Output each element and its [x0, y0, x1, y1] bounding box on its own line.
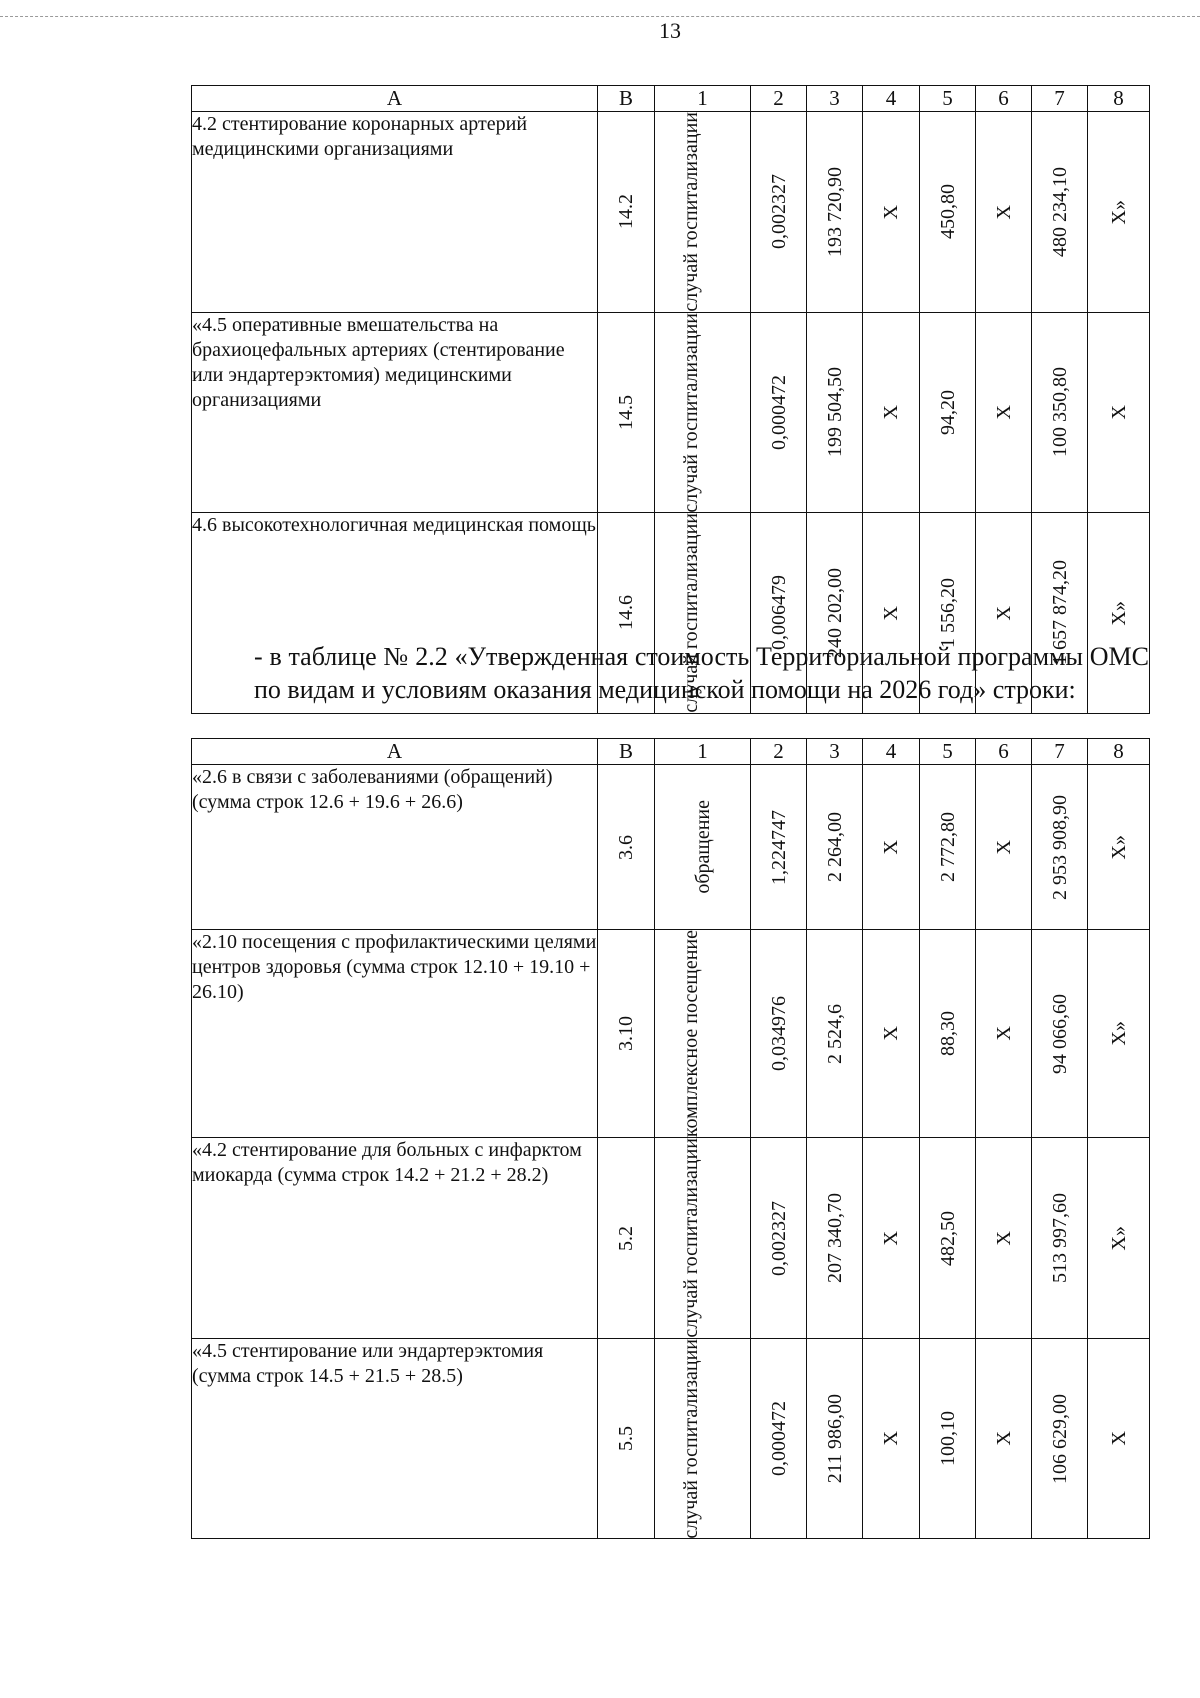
- row-value-4: Х: [880, 839, 902, 855]
- row-value-7: 480 234,10: [1048, 166, 1071, 257]
- row-description: «4.5 оперативные вмешательства на брахиоцефальных артериях (стентирование или эндартерэктомия) медицинскими организациями: [192, 312, 598, 513]
- row-code: 14.2: [615, 194, 637, 230]
- row-code: 3.10: [615, 1016, 637, 1052]
- table-row: [192, 765, 1150, 930]
- table-row: [192, 930, 1150, 1138]
- table-row: [192, 1138, 1150, 1339]
- row-value-5: 100,10: [936, 1411, 959, 1467]
- header-cell: 6: [976, 86, 1032, 112]
- header-cell: А: [192, 86, 598, 112]
- row-unit: случай госпитализации: [679, 513, 702, 713]
- header-cell: В: [598, 739, 655, 765]
- row-description: 4.2 стентирование коронарных артерий медицинскими организациями: [192, 112, 598, 313]
- row-value-5: 1 556,20: [936, 577, 959, 648]
- row-value-8: Х: [1107, 1431, 1130, 1446]
- row-value-5: 2 772,80: [936, 812, 959, 882]
- table-row: [192, 312, 1150, 513]
- table-row: [192, 1338, 1150, 1539]
- row-value-4: Х: [880, 1431, 902, 1446]
- header-cell: 7: [1032, 739, 1088, 765]
- table-2: [191, 738, 1150, 1539]
- header-cell: 3: [807, 739, 863, 765]
- header-cell: А: [192, 739, 598, 765]
- row-unit: обращение: [691, 800, 714, 894]
- row-description: 4.6 высокотехнологичная медицинская помощь: [192, 513, 598, 714]
- row-value-5: 482,50: [936, 1210, 959, 1266]
- row-description: «2.10 посещения с профилактическими целями центров здоровья (сумма строк 12.10 + 19.10 + 26.10): [192, 930, 598, 1138]
- header-cell: 1: [655, 739, 751, 765]
- header-cell: 8: [1088, 739, 1150, 765]
- row-description: «4.2 стентирование для больных с инфарктом миокарда (сумма строк 14.2 + 21.2 + 28.2): [192, 1138, 598, 1339]
- row-value-6: Х: [992, 1230, 1015, 1246]
- header-cell: 7: [1032, 86, 1088, 112]
- row-value-7: 106 629,00: [1048, 1393, 1071, 1484]
- table-1: [191, 85, 1150, 714]
- row-unit: случай госпитализации: [679, 1138, 702, 1338]
- row-value-2: 0,002327: [767, 174, 790, 250]
- row-code: 3.6: [615, 834, 637, 860]
- row-value-2: 1,224747: [767, 809, 790, 885]
- header-cell: 4: [863, 739, 920, 765]
- header-cell: 3: [807, 86, 863, 112]
- row-value-5: 94,20: [936, 389, 959, 435]
- row-value-7: 2 953 908,90: [1048, 794, 1071, 900]
- row-code: 14.5: [615, 394, 637, 430]
- row-value-8: Х»: [1107, 834, 1130, 860]
- row-value-3: 240 202,00: [823, 567, 846, 658]
- row-value-4: Х: [880, 204, 902, 220]
- row-value-8: Х: [1107, 405, 1130, 420]
- header-cell: 6: [976, 739, 1032, 765]
- page-top-border: [0, 16, 1200, 17]
- row-unit: комплексное посещение: [679, 930, 702, 1138]
- row-value-4: Х: [880, 1230, 902, 1246]
- row-value-4: Х: [880, 605, 902, 621]
- header-cell: 2: [751, 739, 807, 765]
- header-cell: В: [598, 86, 655, 112]
- row-value-3: 207 340,70: [823, 1193, 846, 1284]
- row-description: «2.6 в связи с заболеваниями (обращений) (сумма строк 12.6 + 19.6 + 26.6): [192, 765, 598, 930]
- row-code: 5.2: [615, 1225, 637, 1251]
- row-value-6: Х: [992, 605, 1015, 621]
- row-value-2: 0,000472: [767, 374, 790, 450]
- row-unit: случай госпитализации: [679, 112, 702, 312]
- header-cell: 1: [655, 86, 751, 112]
- row-value-6: Х: [992, 204, 1015, 220]
- row-value-7: 94 066,60: [1048, 993, 1071, 1074]
- header-cell: 5: [920, 86, 976, 112]
- row-value-3: 2 264,00: [823, 812, 846, 882]
- amendment-paragraph: [191, 640, 1149, 706]
- table-2-header-row: [192, 739, 1150, 765]
- table-1-header-row: [192, 86, 1150, 112]
- row-value-3: 2 524,6: [823, 1003, 846, 1064]
- row-value-8: Х»: [1107, 199, 1130, 225]
- header-cell: 4: [863, 86, 920, 112]
- table-row: [192, 112, 1150, 313]
- row-value-8: Х»: [1107, 1021, 1130, 1046]
- row-value-6: Х: [992, 1431, 1015, 1446]
- row-code: 5.5: [615, 1426, 637, 1452]
- header-cell: 5: [920, 739, 976, 765]
- paragraph-text: - в таблице № 2.2 «Утвержденная стоимость Территориальной программы ОМС по видам и условиям оказания медицинской помощи на 2026 год» строки:: [254, 642, 1149, 704]
- row-value-4: Х: [880, 405, 902, 420]
- row-value-3: 193 720,90: [823, 166, 846, 257]
- row-value-3: 199 504,50: [823, 367, 846, 458]
- row-value-4: Х: [880, 1026, 902, 1041]
- row-value-6: Х: [992, 1026, 1015, 1041]
- row-value-2: 0,006479: [767, 575, 790, 651]
- header-cell: 2: [751, 86, 807, 112]
- row-value-6: Х: [992, 405, 1015, 420]
- row-value-8: Х»: [1107, 600, 1130, 626]
- header-cell: 8: [1088, 86, 1150, 112]
- row-value-2: 0,002327: [767, 1200, 790, 1276]
- row-value-3: 211 986,00: [823, 1393, 846, 1484]
- page-number: 13: [659, 18, 681, 43]
- row-unit: случай госпитализации: [679, 312, 702, 513]
- row-value-2: 0,000472: [767, 1401, 790, 1477]
- row-value-7: 513 997,60: [1048, 1193, 1071, 1284]
- row-code: 14.6: [615, 595, 637, 631]
- row-value-5: 450,80: [936, 184, 959, 240]
- row-value-7: 1 657 874,20: [1048, 560, 1071, 666]
- row-value-8: Х»: [1107, 1225, 1130, 1251]
- row-value-5: 88,30: [936, 1011, 959, 1057]
- row-unit: случай госпитализации: [679, 1338, 702, 1539]
- row-value-2: 0,034976: [767, 996, 790, 1072]
- row-value-7: 100 350,80: [1048, 367, 1071, 458]
- row-description: «4.5 стентирование или эндартерэктомия (сумма строк 14.5 + 21.5 + 28.5): [192, 1338, 598, 1539]
- row-value-6: Х: [992, 839, 1015, 855]
